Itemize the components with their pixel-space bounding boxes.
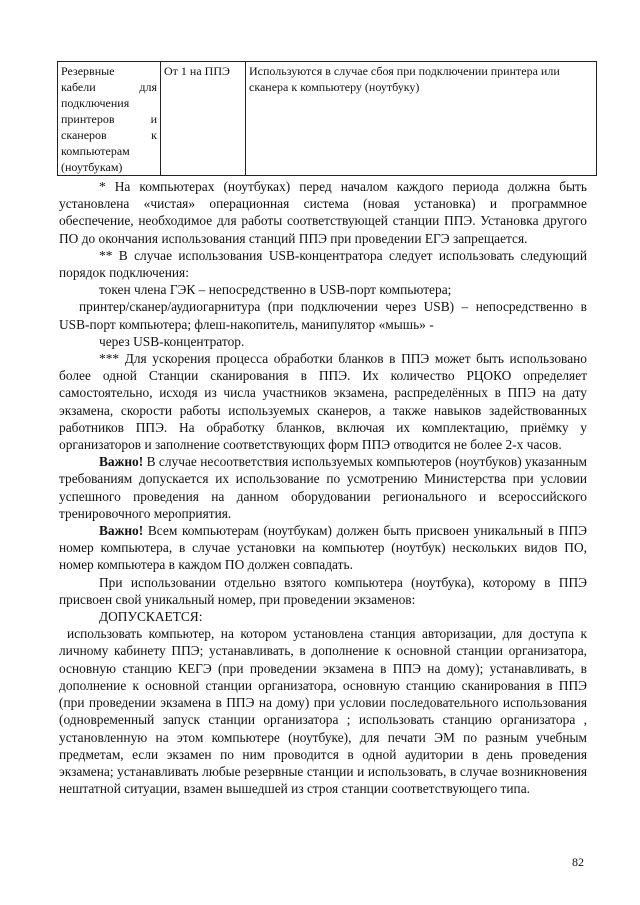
footnote-2-item: через USB-концентратор. [99,333,245,349]
usage-paragraph: При использовании отдельно взятого компьютера (ноутбука), которому в ППЭ присвоен свой уникальный номер, при проведении экзаменов: [59,574,587,607]
allowed-paragraph: использовать компьютер, на котором установлена станция авторизации, для доступа к личному кабинету ППЭ; устанавливать, в дополнение к основной станции организатора, основную станцию КЕГЭ (при проведении экзамена в ППЭ на дому); устанавливать, в дополнение к основной станции организатора, основную станцию сканирования в ППЭ (при проведении экзамена в ППЭ на дому) при условии последовательного использования (одновременный запуск станции организатора ; использовать станцию организатора , установленную на этом компьютере (ноутбуке), для печати ЭМ по разным учебным предметам, если экзамен по ним проводится в одной аудитории в день проведения экзамена; устанавливать любые резервные станции и использовать, в случае возникновения нештатной ситуации, взамен вышедшей из строя станции соответствующего типа. [59,626,587,797]
footnote-3: *** Для ускорения процесса обработки бланков в ППЭ может быть использовано более одной Станции сканирования в ППЭ. Их количество РЦОКО определяет самостоятельно, исходя из числа участников экзамена, распределённых в ППЭ на дату экзамена, скорости работы используемых сканеров, а также навыков задействованных работников ППЭ. На обработку бланков, включая их комплектацию, приёмку у организаторов и заполнение соответствующих форм ППЭ отводится не более 2-х часов. [59,351,587,453]
quantity-cell: От 1 на ППЭ [161,62,246,176]
important-label: Важно! [99,454,144,470]
footnote-2-item: токен члена ГЭК – непосредственно в USB-порт компьютера; [99,282,452,298]
important-label: Важно! [99,523,144,539]
important-note-1 [59,453,587,522]
important-note-2 [59,522,587,574]
footnote-2: ** В случае использования USB-концентратора следует использовать следующий порядок подключения: [59,247,587,281]
footnotes-block [59,178,587,797]
resource-cell [58,62,161,176]
resource-line: кабели для [61,80,157,94]
resource-line: принтеров и [61,112,157,126]
equipment-table [57,61,597,176]
footnote-2-item: принтер/сканер/аудиогарнитура (при подключении через USB) – непосредственно в USB-порт компьютера; флеш-накопитель, манипулятор «мышь» - [59,299,587,332]
note-cell: Используются в случае сбоя при подключении принтера или сканера к компьютеру (ноутбуку) [246,62,597,176]
page-number: 82 [572,855,584,869]
resource-line: сканеров к [61,128,157,142]
resource-line: компьютерам [61,144,130,158]
resource-line: подключения [61,96,130,110]
important-text: В случае несоответствия используемых компьютеров (ноутбуков) указанным требованиям допускается их использование по усмотрению Министерства при условии успешного проведения на данном оборудовании регионального и всероссийского тренировочного мероприятия. [59,454,587,521]
allowed-heading: ДОПУСКАЕТСЯ: [99,609,203,625]
resource-line: Резервные [61,64,115,78]
footnote-1: * На компьютерах (ноутбуках) перед началом каждого периода должна быть установлена «чистая» операционная система (новая установка) и программное обеспечение, необходимое для работы соответствующей станции ППЭ. Установка другого ПО до окончания использования станций ППЭ при проведении ЕГЭ запрещается. [59,179,587,246]
table-row [58,62,597,176]
resource-line: (ноутбукам) [61,160,123,174]
important-text: Всем компьютерам (ноутбукам) должен быть присвоен уникальный в ППЭ номер компьютера, в случае установки на компьютер (ноутбук) нескольких видов ПО, номер компьютера в каждом ПО должен совпадать. [59,523,587,573]
